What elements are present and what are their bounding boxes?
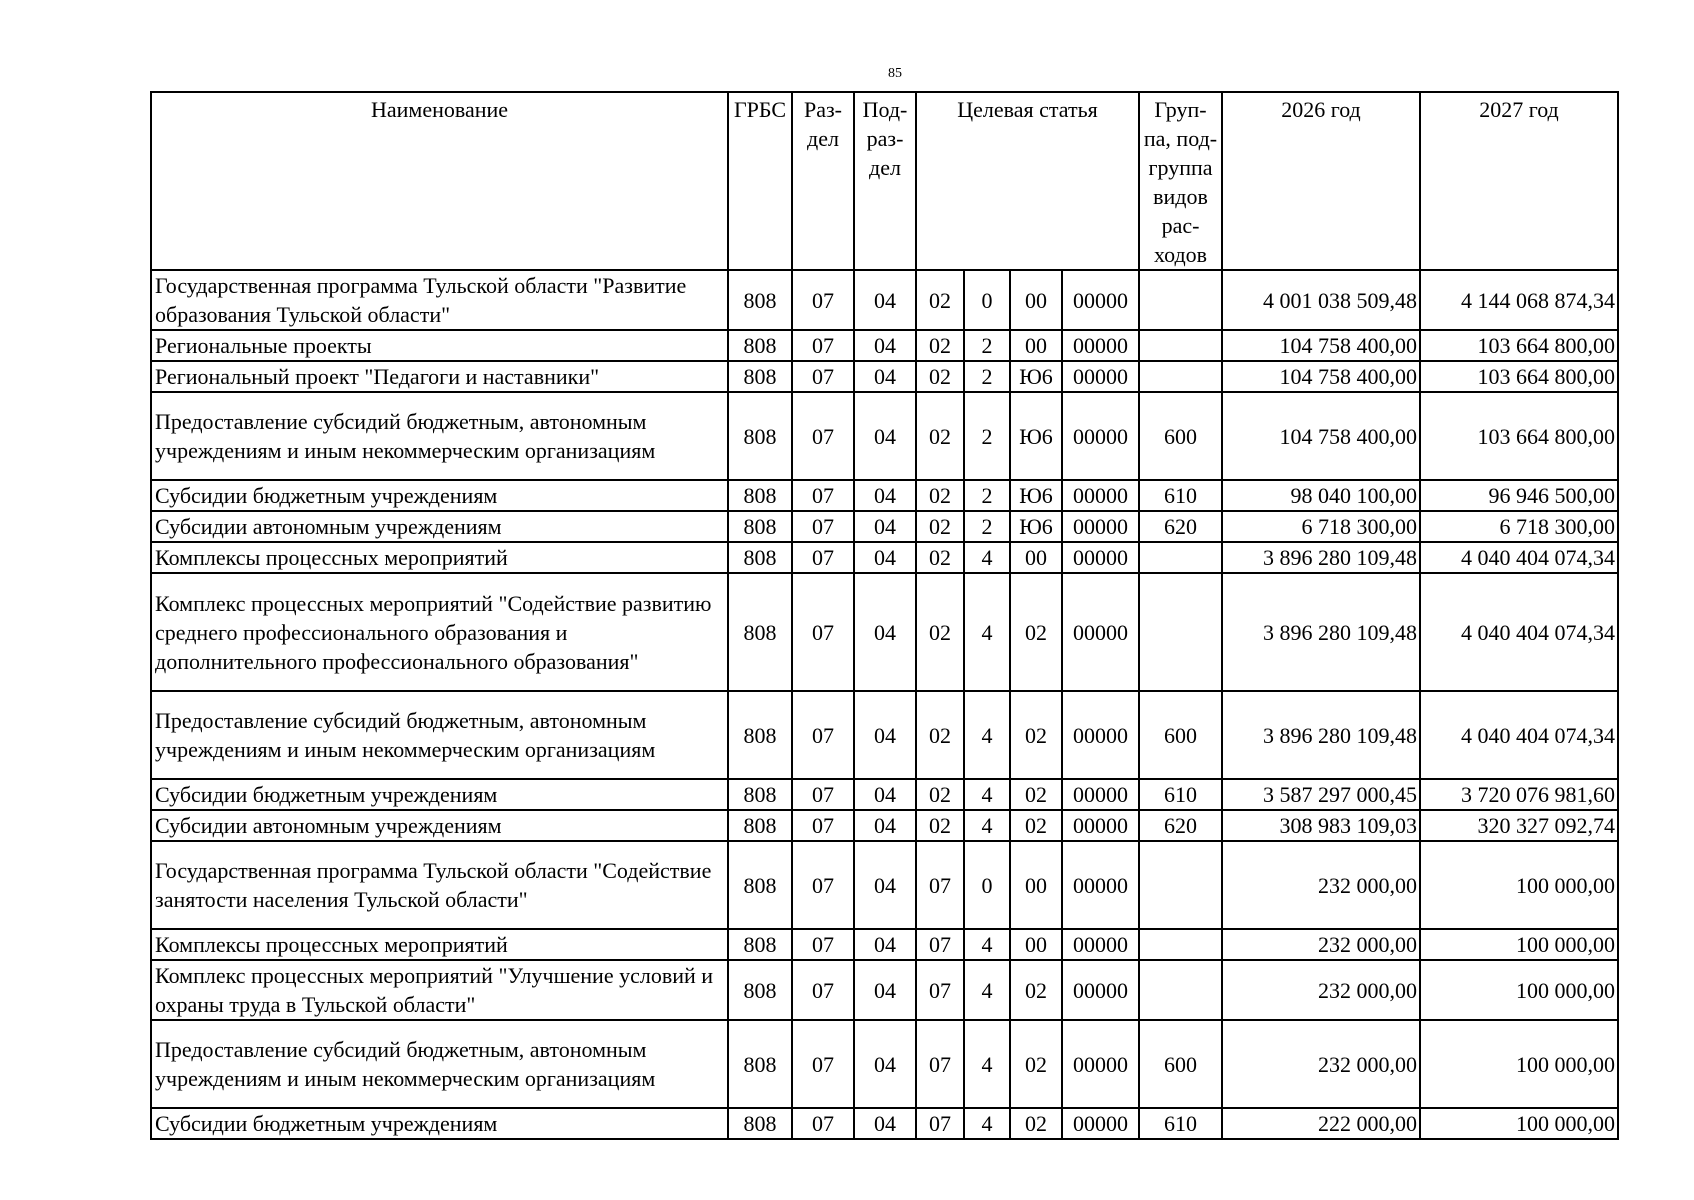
cell-grbs: 808 [728, 779, 792, 810]
cell-subprogram-code: 4 [964, 691, 1010, 779]
cell-amount-2026: 4 001 038 509,48 [1222, 270, 1420, 330]
cell-name: Государственная программа Тульской области "Развитие образования Тульской области" [151, 270, 728, 330]
cell-event-code: 02 [1010, 1108, 1062, 1139]
cell-subprogram-code: 4 [964, 810, 1010, 841]
cell-amount-2027: 320 327 092,74 [1420, 810, 1618, 841]
cell-grbs: 808 [728, 929, 792, 960]
header-year-2027: 2027 год [1420, 92, 1618, 270]
cell-expense-group [1139, 270, 1222, 330]
cell-name: Предоставление субсидий бюджетным, автономным учреждениям и иным некоммерческим организациям [151, 1020, 728, 1108]
cell-direction-code: 00000 [1062, 1020, 1139, 1108]
header-expense-group: Груп-па, под-группа видов рас-ходов [1139, 92, 1222, 270]
cell-razdel: 07 [792, 810, 854, 841]
cell-name: Предоставление субсидий бюджетным, автономным учреждениям и иным некоммерческим организациям [151, 392, 728, 480]
cell-name: Субсидии автономным учреждениям [151, 810, 728, 841]
cell-program-code: 02 [916, 480, 964, 511]
cell-amount-2027: 100 000,00 [1420, 929, 1618, 960]
cell-name: Комплекс процессных мероприятий "Улучшение условий и охраны труда в Тульской области" [151, 960, 728, 1020]
cell-grbs: 808 [728, 573, 792, 691]
cell-grbs: 808 [728, 480, 792, 511]
cell-expense-group: 610 [1139, 480, 1222, 511]
cell-amount-2026: 98 040 100,00 [1222, 480, 1420, 511]
cell-expense-group: 610 [1139, 1108, 1222, 1139]
cell-expense-group [1139, 960, 1222, 1020]
cell-program-code: 02 [916, 779, 964, 810]
cell-razdel: 07 [792, 392, 854, 480]
cell-direction-code: 00000 [1062, 511, 1139, 542]
cell-podrazdel: 04 [854, 960, 916, 1020]
header-year-2026: 2026 год [1222, 92, 1420, 270]
cell-podrazdel: 04 [854, 270, 916, 330]
cell-amount-2026: 232 000,00 [1222, 929, 1420, 960]
cell-razdel: 07 [792, 929, 854, 960]
table-row [151, 480, 1618, 511]
cell-amount-2027: 6 718 300,00 [1420, 511, 1618, 542]
cell-amount-2027: 96 946 500,00 [1420, 480, 1618, 511]
cell-podrazdel: 04 [854, 929, 916, 960]
table-row [151, 779, 1618, 810]
cell-subprogram-code: 4 [964, 542, 1010, 573]
cell-program-code: 02 [916, 542, 964, 573]
cell-direction-code: 00000 [1062, 480, 1139, 511]
cell-subprogram-code: 4 [964, 929, 1010, 960]
cell-expense-group [1139, 361, 1222, 392]
cell-event-code: 02 [1010, 960, 1062, 1020]
cell-event-code: Ю6 [1010, 361, 1062, 392]
cell-amount-2026: 232 000,00 [1222, 1020, 1420, 1108]
table-row [151, 542, 1618, 573]
cell-direction-code: 00000 [1062, 691, 1139, 779]
cell-grbs: 808 [728, 810, 792, 841]
cell-subprogram-code: 4 [964, 1108, 1010, 1139]
header-target-article: Целевая статья [916, 92, 1139, 270]
cell-razdel: 07 [792, 1108, 854, 1139]
table-row [151, 960, 1618, 1020]
cell-podrazdel: 04 [854, 779, 916, 810]
cell-podrazdel: 04 [854, 361, 916, 392]
cell-razdel: 07 [792, 330, 854, 361]
cell-amount-2027: 100 000,00 [1420, 960, 1618, 1020]
cell-expense-group [1139, 841, 1222, 929]
table-row [151, 361, 1618, 392]
cell-subprogram-code: 4 [964, 779, 1010, 810]
cell-podrazdel: 04 [854, 330, 916, 361]
cell-podrazdel: 04 [854, 542, 916, 573]
cell-direction-code: 00000 [1062, 1108, 1139, 1139]
cell-program-code: 02 [916, 691, 964, 779]
cell-podrazdel: 04 [854, 511, 916, 542]
cell-expense-group: 600 [1139, 691, 1222, 779]
cell-amount-2027: 100 000,00 [1420, 1020, 1618, 1108]
cell-event-code: 00 [1010, 929, 1062, 960]
cell-amount-2026: 6 718 300,00 [1222, 511, 1420, 542]
cell-program-code: 02 [916, 810, 964, 841]
cell-subprogram-code: 2 [964, 392, 1010, 480]
cell-subprogram-code: 0 [964, 841, 1010, 929]
header-podrazdel: Под-раз-дел [854, 92, 916, 270]
cell-amount-2027: 4 040 404 074,34 [1420, 691, 1618, 779]
cell-program-code: 02 [916, 573, 964, 691]
cell-name: Комплексы процессных мероприятий [151, 542, 728, 573]
cell-amount-2027: 103 664 800,00 [1420, 392, 1618, 480]
cell-event-code: Ю6 [1010, 511, 1062, 542]
cell-expense-group [1139, 929, 1222, 960]
cell-amount-2026: 232 000,00 [1222, 841, 1420, 929]
header-name: Наименование [151, 92, 728, 270]
cell-podrazdel: 04 [854, 691, 916, 779]
cell-grbs: 808 [728, 330, 792, 361]
cell-direction-code: 00000 [1062, 929, 1139, 960]
cell-razdel: 07 [792, 841, 854, 929]
cell-name: Региональные проекты [151, 330, 728, 361]
cell-event-code: 00 [1010, 841, 1062, 929]
cell-razdel: 07 [792, 1020, 854, 1108]
cell-name: Комплекс процессных мероприятий "Содействие развитию среднего профессионального образования и дополнительного профессионального образования" [151, 573, 728, 691]
cell-amount-2026: 222 000,00 [1222, 1108, 1420, 1139]
table-row [151, 392, 1618, 480]
cell-event-code: 02 [1010, 691, 1062, 779]
cell-expense-group [1139, 573, 1222, 691]
cell-amount-2026: 3 896 280 109,48 [1222, 542, 1420, 573]
cell-name: Региональный проект "Педагоги и наставники" [151, 361, 728, 392]
cell-direction-code: 00000 [1062, 810, 1139, 841]
cell-event-code: 00 [1010, 542, 1062, 573]
cell-amount-2027: 100 000,00 [1420, 1108, 1618, 1139]
table-row [151, 270, 1618, 330]
cell-name: Субсидии бюджетным учреждениям [151, 1108, 728, 1139]
cell-direction-code: 00000 [1062, 542, 1139, 573]
cell-subprogram-code: 4 [964, 960, 1010, 1020]
cell-direction-code: 00000 [1062, 779, 1139, 810]
cell-podrazdel: 04 [854, 573, 916, 691]
cell-expense-group: 610 [1139, 779, 1222, 810]
cell-amount-2027: 4 040 404 074,34 [1420, 573, 1618, 691]
cell-amount-2026: 232 000,00 [1222, 960, 1420, 1020]
cell-razdel: 07 [792, 361, 854, 392]
cell-direction-code: 00000 [1062, 841, 1139, 929]
cell-program-code: 02 [916, 361, 964, 392]
table-row [151, 929, 1618, 960]
header-row [151, 92, 1618, 270]
cell-amount-2027: 100 000,00 [1420, 841, 1618, 929]
cell-grbs: 808 [728, 1108, 792, 1139]
cell-subprogram-code: 2 [964, 361, 1010, 392]
header-grbs: ГРБС [728, 92, 792, 270]
cell-grbs: 808 [728, 841, 792, 929]
cell-program-code: 02 [916, 511, 964, 542]
cell-subprogram-code: 2 [964, 480, 1010, 511]
cell-program-code: 07 [916, 1020, 964, 1108]
cell-amount-2026: 3 896 280 109,48 [1222, 573, 1420, 691]
cell-amount-2026: 3 587 297 000,45 [1222, 779, 1420, 810]
cell-podrazdel: 04 [854, 1108, 916, 1139]
cell-razdel: 07 [792, 270, 854, 330]
table-row [151, 511, 1618, 542]
header-razdel: Раз-дел [792, 92, 854, 270]
cell-grbs: 808 [728, 542, 792, 573]
cell-razdel: 07 [792, 960, 854, 1020]
cell-direction-code: 00000 [1062, 960, 1139, 1020]
cell-subprogram-code: 4 [964, 1020, 1010, 1108]
cell-podrazdel: 04 [854, 810, 916, 841]
cell-podrazdel: 04 [854, 1020, 916, 1108]
cell-podrazdel: 04 [854, 480, 916, 511]
cell-expense-group [1139, 542, 1222, 573]
cell-subprogram-code: 4 [964, 573, 1010, 691]
cell-razdel: 07 [792, 511, 854, 542]
cell-razdel: 07 [792, 480, 854, 511]
cell-name: Субсидии бюджетным учреждениям [151, 779, 728, 810]
cell-event-code: 02 [1010, 779, 1062, 810]
cell-grbs: 808 [728, 1020, 792, 1108]
cell-program-code: 07 [916, 960, 964, 1020]
table-row [151, 1108, 1618, 1139]
cell-amount-2026: 104 758 400,00 [1222, 361, 1420, 392]
cell-program-code: 07 [916, 841, 964, 929]
cell-event-code: 02 [1010, 573, 1062, 691]
cell-grbs: 808 [728, 392, 792, 480]
cell-event-code: 00 [1010, 330, 1062, 361]
cell-event-code: 02 [1010, 1020, 1062, 1108]
cell-podrazdel: 04 [854, 841, 916, 929]
table-row [151, 1020, 1618, 1108]
budget-table [150, 91, 1619, 1140]
cell-name: Комплексы процессных мероприятий [151, 929, 728, 960]
cell-event-code: Ю6 [1010, 480, 1062, 511]
cell-program-code: 02 [916, 330, 964, 361]
cell-subprogram-code: 0 [964, 270, 1010, 330]
cell-razdel: 07 [792, 542, 854, 573]
cell-program-code: 07 [916, 1108, 964, 1139]
cell-grbs: 808 [728, 960, 792, 1020]
cell-direction-code: 00000 [1062, 330, 1139, 361]
cell-name: Предоставление субсидий бюджетным, автономным учреждениям и иным некоммерческим организациям [151, 691, 728, 779]
cell-event-code: Ю6 [1010, 392, 1062, 480]
cell-amount-2027: 3 720 076 981,60 [1420, 779, 1618, 810]
cell-expense-group: 600 [1139, 1020, 1222, 1108]
cell-grbs: 808 [728, 691, 792, 779]
cell-amount-2027: 4 144 068 874,34 [1420, 270, 1618, 330]
cell-direction-code: 00000 [1062, 270, 1139, 330]
cell-amount-2027: 4 040 404 074,34 [1420, 542, 1618, 573]
table-body [151, 270, 1618, 1139]
cell-subprogram-code: 2 [964, 330, 1010, 361]
cell-event-code: 02 [1010, 810, 1062, 841]
cell-grbs: 808 [728, 270, 792, 330]
page-number: 85 [888, 66, 902, 81]
cell-expense-group: 620 [1139, 810, 1222, 841]
cell-amount-2026: 104 758 400,00 [1222, 330, 1420, 361]
cell-amount-2026: 308 983 109,03 [1222, 810, 1420, 841]
cell-grbs: 808 [728, 361, 792, 392]
table-row [151, 573, 1618, 691]
cell-razdel: 07 [792, 779, 854, 810]
cell-expense-group: 620 [1139, 511, 1222, 542]
cell-razdel: 07 [792, 691, 854, 779]
cell-name: Субсидии автономным учреждениям [151, 511, 728, 542]
cell-direction-code: 00000 [1062, 573, 1139, 691]
cell-grbs: 808 [728, 511, 792, 542]
cell-amount-2026: 104 758 400,00 [1222, 392, 1420, 480]
cell-program-code: 07 [916, 929, 964, 960]
cell-direction-code: 00000 [1062, 392, 1139, 480]
table-row [151, 810, 1618, 841]
table-row [151, 841, 1618, 929]
cell-direction-code: 00000 [1062, 361, 1139, 392]
cell-program-code: 02 [916, 392, 964, 480]
cell-expense-group: 600 [1139, 392, 1222, 480]
cell-razdel: 07 [792, 573, 854, 691]
cell-expense-group [1139, 330, 1222, 361]
cell-name: Государственная программа Тульской области "Содействие занятости населения Тульской области" [151, 841, 728, 929]
table-row [151, 691, 1618, 779]
table-row [151, 330, 1618, 361]
cell-program-code: 02 [916, 270, 964, 330]
cell-subprogram-code: 2 [964, 511, 1010, 542]
cell-podrazdel: 04 [854, 392, 916, 480]
cell-amount-2027: 103 664 800,00 [1420, 330, 1618, 361]
cell-event-code: 00 [1010, 270, 1062, 330]
cell-amount-2026: 3 896 280 109,48 [1222, 691, 1420, 779]
cell-name: Субсидии бюджетным учреждениям [151, 480, 728, 511]
cell-amount-2027: 103 664 800,00 [1420, 361, 1618, 392]
